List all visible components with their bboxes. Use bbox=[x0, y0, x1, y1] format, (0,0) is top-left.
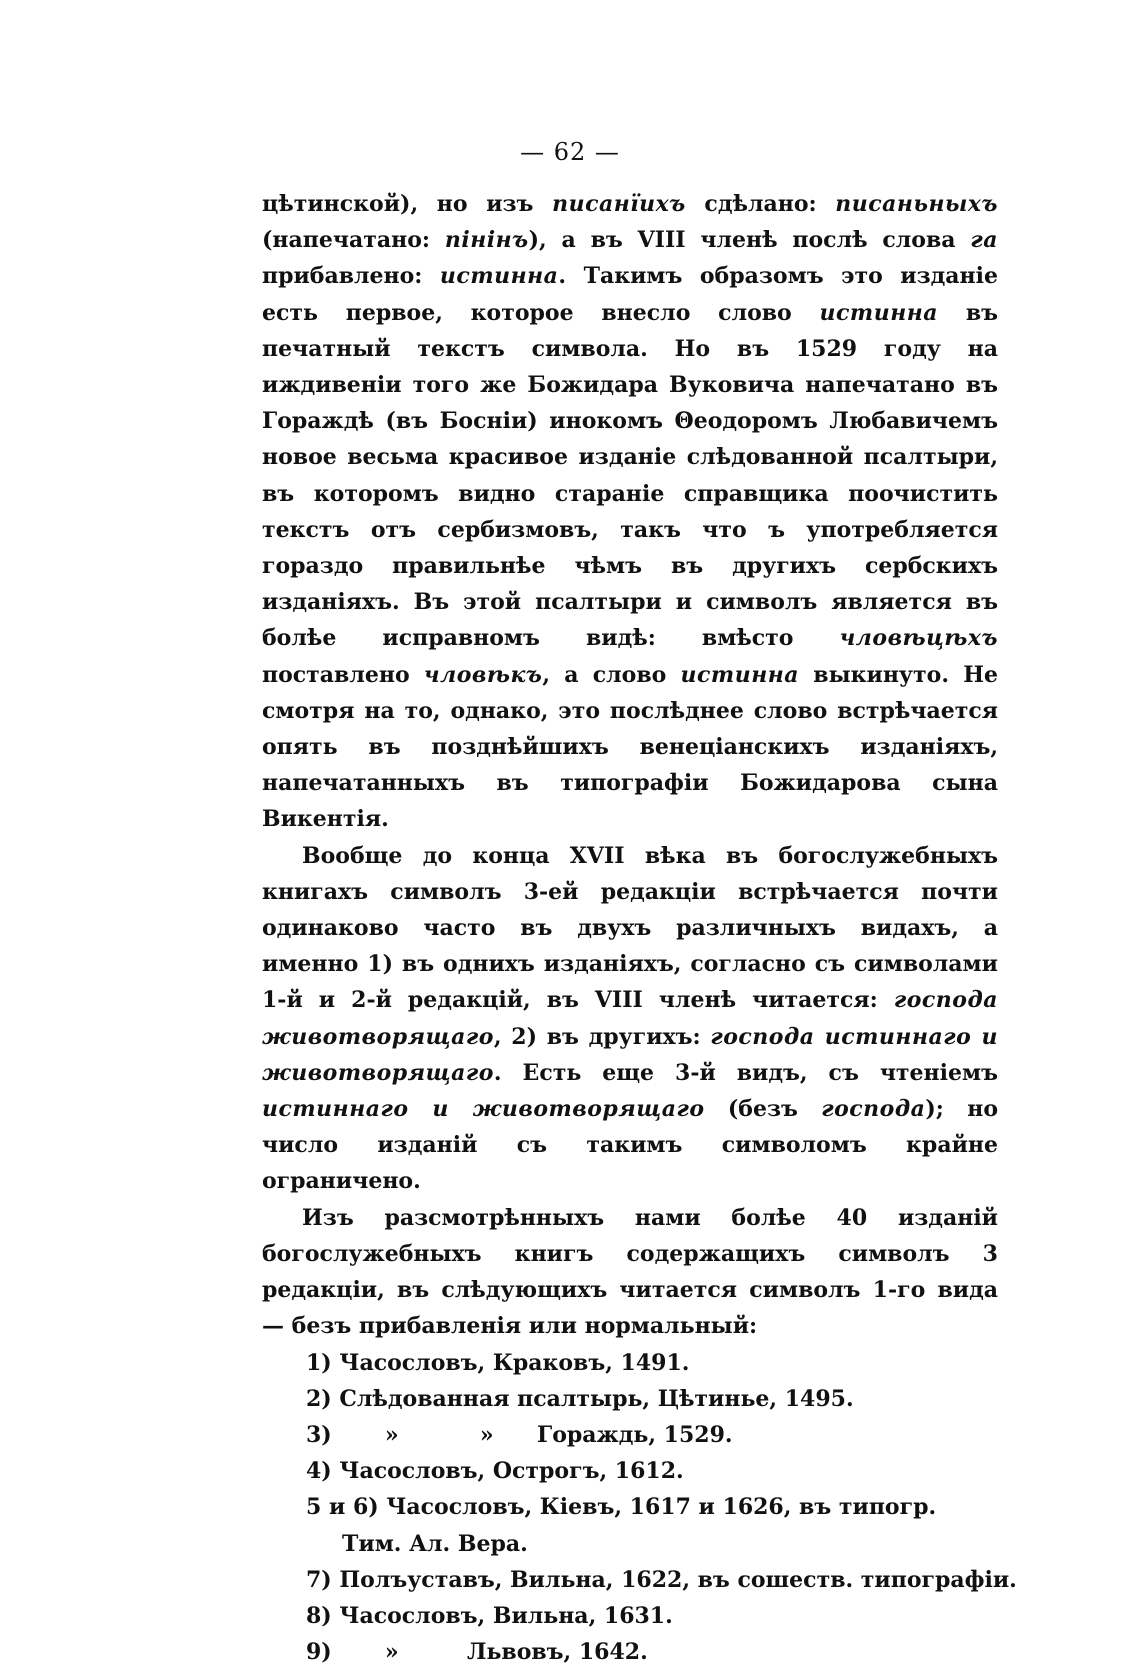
list-item bbox=[262, 1634, 998, 1670]
text-segment: . Такимъ образомъ это изданіе есть первое, которое внесло слово bbox=[262, 263, 998, 325]
list-item bbox=[262, 1381, 998, 1417]
text-segment: Изъ разсмотрѣнныхъ нами болѣе 40 изданій богослужебныхъ книгъ содержащихъ символъ 3 редакціи, въ слѣдующихъ читается символъ 1-го вида — безъ прибавленія или нормальный: bbox=[262, 1205, 998, 1340]
list-item-text: Гораждь, 1529. bbox=[537, 1422, 733, 1448]
edition-list bbox=[262, 1345, 998, 1670]
text-segment: ), а въ VIII членѣ послѣ слова bbox=[529, 227, 971, 253]
body-text bbox=[262, 186, 998, 1670]
text-segment: въ печатный текстъ символа. Но въ 1529 году на иждивеніи того же Божидара Вуковича напечатано въ Гораждѣ (въ Босніи) инокомъ Θеодоромъ Любавичемъ новое весьма красивое изданіе слѣдованной псалтыри, въ которомъ видно стараніе справщика поочистить текстъ отъ сербизмовъ, такъ что ъ употребляется гораздо правильнѣе чѣмъ въ другихъ сербскихъ изданіяхъ. Въ этой псалтыри и символъ является въ болѣе исправномъ видѣ: вмѣсто bbox=[262, 300, 998, 652]
list-item bbox=[262, 1453, 998, 1489]
list-item-number: 3) bbox=[306, 1422, 332, 1448]
text-segment: . Есть еще 3-й видъ, съ чтеніемъ bbox=[494, 1060, 998, 1086]
paragraph-3 bbox=[262, 1200, 998, 1345]
text-segment: (напечатано: bbox=[262, 227, 445, 253]
list-item-text: 1) Часословъ, Краковъ, 1491. bbox=[306, 1350, 689, 1376]
slavonic-phrase: господа истиннаго и животворящаго bbox=[262, 1024, 998, 1086]
text-segment: ); но число изданій съ такимъ символомъ крайне ограничено. bbox=[262, 1096, 998, 1194]
slavonic-word: га bbox=[970, 227, 998, 253]
ditto-mark: » bbox=[452, 1417, 522, 1453]
slavonic-phrase: господа животворящаго bbox=[262, 987, 998, 1049]
text-segment: , 2) въ другихъ: bbox=[494, 1024, 710, 1050]
text-segment: цѣтинской), но изъ bbox=[262, 191, 552, 217]
slavonic-word: чловѣкъ bbox=[424, 662, 542, 688]
text-segment: выкинуто. Не смотря на то, однако, это послѣднее слово встрѣчается опять въ позднѣйшихъ венеціанскихъ изданіяхъ, напечатанныхъ въ типографіи Божидарова сына Викентія. bbox=[262, 662, 998, 833]
slavonic-word: истинна bbox=[681, 662, 800, 688]
ditto-mark: » bbox=[332, 1634, 452, 1670]
text-segment: поставлено bbox=[262, 662, 424, 688]
slavonic-phrase: истиннаго и животворящаго bbox=[262, 1096, 705, 1122]
list-item-text: 4) Часословъ, Острогъ, 1612. bbox=[306, 1458, 684, 1484]
ditto-mark: » bbox=[332, 1417, 452, 1453]
text-segment: сдѣлано: bbox=[686, 191, 836, 217]
list-item bbox=[262, 1489, 998, 1561]
list-item-text: 5 и 6) Часословъ, Кіевъ, 1617 и 1626, въ типогр. Тим. Ал. Вера. bbox=[306, 1494, 936, 1556]
paragraph-1 bbox=[262, 186, 998, 838]
page-number bbox=[0, 138, 1140, 166]
page-number-text: — 62 — bbox=[520, 138, 620, 166]
slavonic-word: чловѣцѣхъ bbox=[840, 625, 998, 651]
list-item bbox=[262, 1562, 998, 1598]
slavonic-word: господа bbox=[821, 1096, 925, 1122]
text-segment: (безъ bbox=[705, 1096, 822, 1122]
text-segment: прибавлено: bbox=[262, 263, 440, 289]
list-item-text: Львовъ, 1642. bbox=[467, 1639, 648, 1665]
slavonic-word: писаньныхъ bbox=[835, 191, 998, 217]
slavonic-word: пінінъ bbox=[445, 227, 529, 253]
list-item-number: 9) bbox=[306, 1639, 332, 1665]
slavonic-word: писанїихъ bbox=[552, 191, 686, 217]
slavonic-word: истинна bbox=[440, 263, 559, 289]
list-item bbox=[262, 1598, 998, 1634]
paragraph-2 bbox=[262, 838, 998, 1200]
list-item bbox=[262, 1417, 998, 1453]
list-item bbox=[262, 1345, 998, 1381]
text-segment: Вообще до конца XVII вѣка въ богослужебныхъ книгахъ символъ 3-ей редакціи встрѣчается почти одинаково часто въ двухъ различныхъ видахъ, а именно 1) въ однихъ изданіяхъ, согласно съ символами 1-й и 2-й редакцій, въ VIII членѣ читается: bbox=[262, 843, 998, 1014]
list-item-text: 8) Часословъ, Вильна, 1631. bbox=[306, 1603, 673, 1629]
list-item-text: 2) Слѣдованная псалтырь, Цѣтинье, 1495. bbox=[306, 1386, 854, 1412]
list-item-text: 7) Полъуставъ, Вильна, 1622, въ сошеств. типографіи. bbox=[306, 1567, 1017, 1593]
slavonic-word: истинна bbox=[820, 300, 939, 326]
text-segment: , а слово bbox=[542, 662, 680, 688]
